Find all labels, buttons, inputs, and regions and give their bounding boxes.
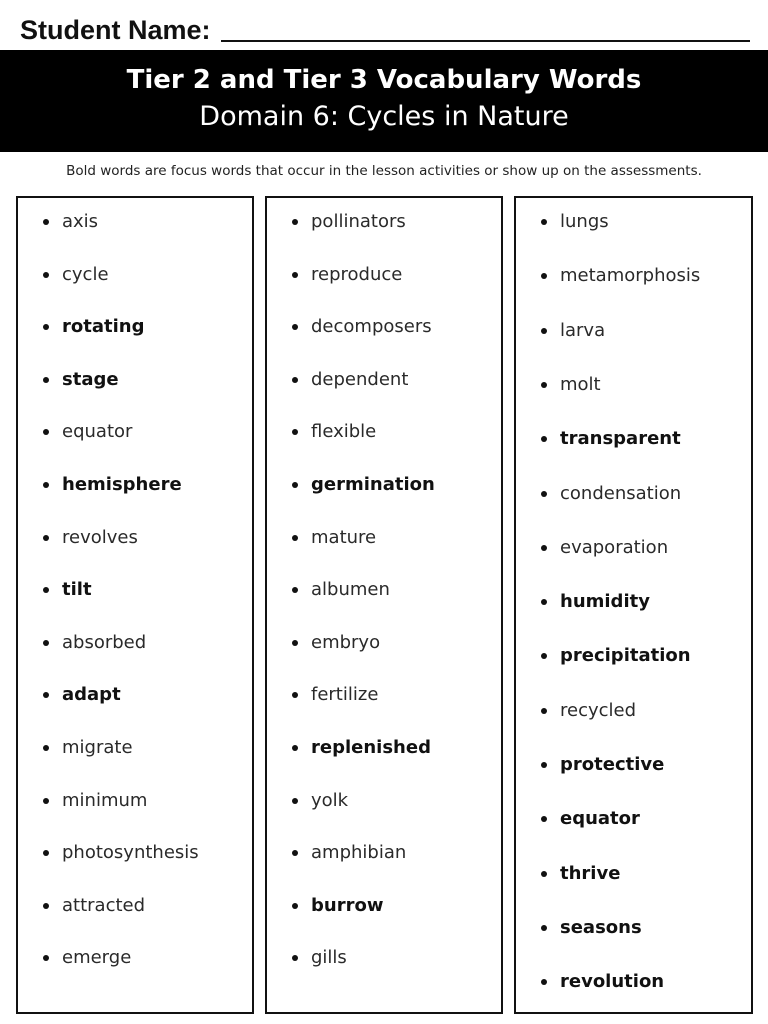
vocab-word: mature <box>311 526 377 548</box>
vocab-word: molt <box>560 373 601 395</box>
vocab-word: larva <box>560 319 606 341</box>
vocab-word: revolves <box>62 526 138 548</box>
vocab-word: humidity <box>560 591 650 613</box>
word-column-3 <box>514 196 753 1014</box>
vocab-word: gills <box>311 947 347 969</box>
word-column-2 <box>265 196 503 1014</box>
vocab-word: equator <box>560 808 640 830</box>
student-name-blank-line[interactable] <box>221 10 750 42</box>
vocab-word: condensation <box>560 482 682 504</box>
vocab-word: yolk <box>311 789 349 811</box>
student-name-row <box>20 8 750 48</box>
vocab-word: dependent <box>311 368 409 390</box>
vocab-word: recycled <box>560 699 637 721</box>
vocab-word: fertilize <box>311 684 379 706</box>
vocab-word: equator <box>62 421 133 443</box>
vocab-word: seasons <box>560 916 642 938</box>
vocab-word: axis <box>62 211 99 232</box>
vocab-word: minimum <box>62 789 148 811</box>
vocab-word: hemisphere <box>62 474 182 495</box>
page-title: Tier 2 and Tier 3 Vocabulary Words <box>126 65 642 95</box>
vocab-word: rotating <box>62 316 145 338</box>
title-banner <box>0 50 768 152</box>
vocab-word: thrive <box>560 862 621 884</box>
vocab-word: embryo <box>311 631 381 653</box>
page-subtitle: Domain 6: Cycles in Nature <box>199 101 569 132</box>
vocab-word: photosynthesis <box>62 842 199 864</box>
vocab-word: germination <box>311 474 435 495</box>
vocab-word: pollinators <box>311 211 406 232</box>
vocab-word: emerge <box>62 947 132 969</box>
vocab-word: absorbed <box>62 631 147 653</box>
vocab-word: protective <box>560 754 665 775</box>
vocab-word: replenished <box>311 737 431 758</box>
vocab-word: cycle <box>62 263 109 285</box>
vocab-word: decomposers <box>311 316 432 338</box>
vocab-word: transparent <box>560 428 681 450</box>
vocab-word: lungs <box>560 211 609 232</box>
word-column-1 <box>16 196 254 1014</box>
vocab-word: tilt <box>62 579 92 601</box>
vocab-word: stage <box>62 368 119 390</box>
vocab-word: reproduce <box>311 263 403 285</box>
vocab-word: amphibian <box>311 842 407 864</box>
vocab-word: migrate <box>62 737 133 758</box>
student-name-label: Student Name: <box>20 15 211 45</box>
vocab-word: flexible <box>311 421 377 443</box>
vocab-word: burrow <box>311 894 384 916</box>
vocab-word: evaporation <box>560 536 669 558</box>
vocab-word: attracted <box>62 894 146 916</box>
vocab-word: albumen <box>311 579 390 601</box>
vocab-word: precipitation <box>560 645 691 667</box>
vocab-word: revolution <box>560 971 665 993</box>
vocab-word: adapt <box>62 684 121 706</box>
instructions-note: Bold words are focus words that occur in the lesson activities or show up on the assessments. <box>66 163 702 179</box>
vocab-word: metamorphosis <box>560 265 701 287</box>
